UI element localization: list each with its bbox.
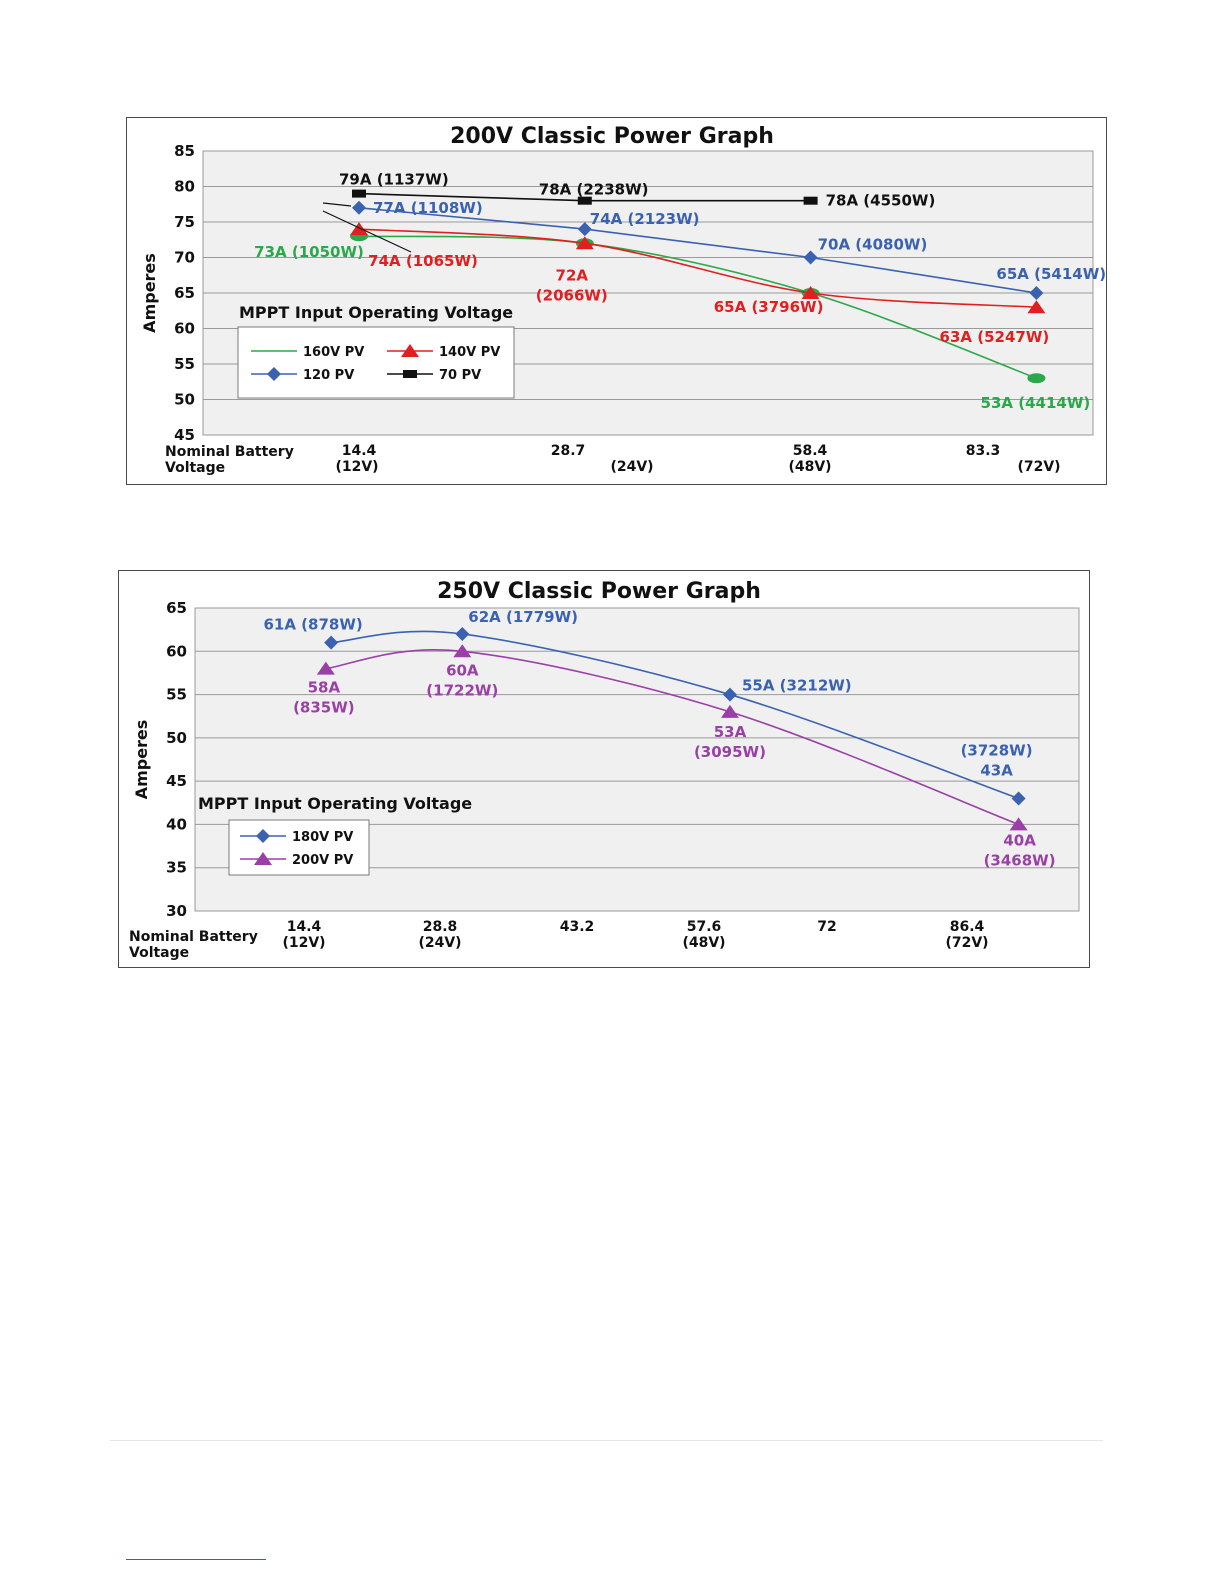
data-point — [352, 190, 366, 198]
legend — [238, 327, 514, 398]
x-axis-label-line2: Voltage — [129, 945, 190, 961]
chart-title: 200V Classic Power Graph — [450, 124, 774, 149]
y-tick-label: 45 — [166, 772, 187, 791]
y-tick-label: 80 — [174, 177, 195, 196]
x-tick-sublabel: (72V) — [945, 935, 989, 951]
x-tick-sublabel: (72V) — [1017, 459, 1061, 475]
data-label: 79A (1137W) — [339, 170, 449, 189]
x-tick-label: 43.2 — [559, 919, 595, 935]
y-tick-label: 45 — [174, 426, 195, 444]
x-tick-sublabel: (48V) — [682, 935, 726, 951]
data-label: 74A (2123W) — [589, 210, 700, 229]
x-tick-label: 14.4 — [341, 443, 377, 459]
legend-entry: 200V PV — [292, 853, 354, 868]
y-tick-label: 70 — [174, 248, 195, 267]
x-tick-label: 14.4 — [286, 919, 322, 935]
data-label: (3728W) 43A — [960, 741, 1033, 780]
data-label: 74A (1065W) — [368, 252, 478, 271]
data-label: 62A (1779W) — [468, 607, 579, 626]
footer-divider — [110, 1440, 1103, 1441]
y-tick-label: 55 — [174, 355, 195, 373]
y-tick-label: 60 — [174, 319, 195, 338]
data-label: 65A (3796W) — [713, 298, 824, 316]
y-axis-label: Amperes — [140, 253, 159, 333]
data-label: 63A (5247W) — [939, 328, 1050, 347]
x-tick-sublabel: (12V) — [282, 935, 326, 951]
data-label: 58A (835W) — [293, 678, 355, 717]
x-tick-sublabel: (24V) — [418, 935, 462, 951]
legend-entry: 140V PV — [439, 345, 501, 360]
x-tick-label: 58.4 — [792, 443, 828, 459]
legend-entry: 70 PV — [439, 368, 482, 383]
y-tick-label: 50 — [174, 390, 195, 409]
legend-box — [238, 327, 514, 398]
x-axis-label-line1: Nominal Battery — [129, 929, 258, 945]
legend — [229, 820, 369, 875]
y-tick-label: 60 — [166, 642, 187, 661]
chart-200v-classic — [126, 117, 1107, 485]
chart-title: 250V Classic Power Graph — [437, 579, 761, 604]
y-tick-label: 30 — [166, 902, 187, 920]
y-tick-label: 50 — [166, 728, 187, 747]
legend-entry: 120 PV — [303, 368, 355, 383]
x-tick-label: 72 — [817, 919, 837, 935]
data-label: 55A (3212W) — [741, 676, 852, 695]
chart-200v-svg — [127, 118, 1108, 486]
data-label: 60A (1722W) — [426, 661, 499, 700]
y-tick-label: 65 — [174, 284, 195, 302]
data-label: 53A (3095W) — [693, 722, 766, 761]
y-tick-label: 65 — [166, 599, 187, 617]
data-label: 78A (2238W) — [538, 180, 649, 199]
y-axis-label: Amperes — [132, 719, 151, 800]
x-tick-label: 28.8 — [422, 919, 458, 935]
data-point — [804, 197, 818, 205]
y-tick-label: 40 — [166, 815, 187, 834]
x-tick-label: 28.7 — [550, 443, 586, 459]
data-label: 70A (4080W) — [817, 235, 928, 254]
legend-title: MPPT Input Operating Voltage — [239, 303, 514, 322]
legend-entry: 180V PV — [292, 830, 354, 845]
x-axis-label-line1: Nominal Battery — [165, 444, 294, 460]
data-label: 53A (4414W) — [980, 394, 1091, 413]
data-label: 65A (5414W) — [996, 265, 1107, 283]
data-label: 77A (1108W) — [373, 198, 483, 217]
y-tick-label: 55 — [166, 685, 187, 704]
x-tick-label: 57.6 — [686, 919, 722, 935]
legend-swatch-marker — [403, 370, 417, 378]
data-label: 78A (4550W) — [825, 191, 936, 210]
legend-title: MPPT Input Operating Voltage — [198, 794, 473, 813]
y-tick-label: 85 — [174, 142, 195, 160]
data-label: 61A (878W) — [263, 615, 363, 634]
chart-250v-svg — [119, 571, 1091, 969]
x-tick-label: 86.4 — [949, 919, 985, 935]
data-label: 40A (3468W) — [983, 831, 1056, 870]
x-tick-sublabel: (48V) — [788, 459, 832, 475]
x-tick-sublabel: (12V) — [335, 459, 379, 475]
chart-250v-classic — [118, 570, 1090, 968]
data-label: 72A (2066W) — [535, 266, 608, 305]
y-tick-label: 35 — [166, 858, 187, 877]
footer-link-underline — [126, 1559, 266, 1560]
data-label: 73A (1050W) — [254, 243, 364, 262]
x-axis-label-line2: Voltage — [165, 460, 226, 476]
x-tick-label: 83.3 — [965, 443, 1001, 459]
y-tick-label: 75 — [174, 213, 195, 231]
legend-entry: 160V PV — [303, 345, 365, 360]
data-point — [1027, 373, 1045, 383]
x-tick-sublabel: (24V) — [610, 459, 654, 475]
